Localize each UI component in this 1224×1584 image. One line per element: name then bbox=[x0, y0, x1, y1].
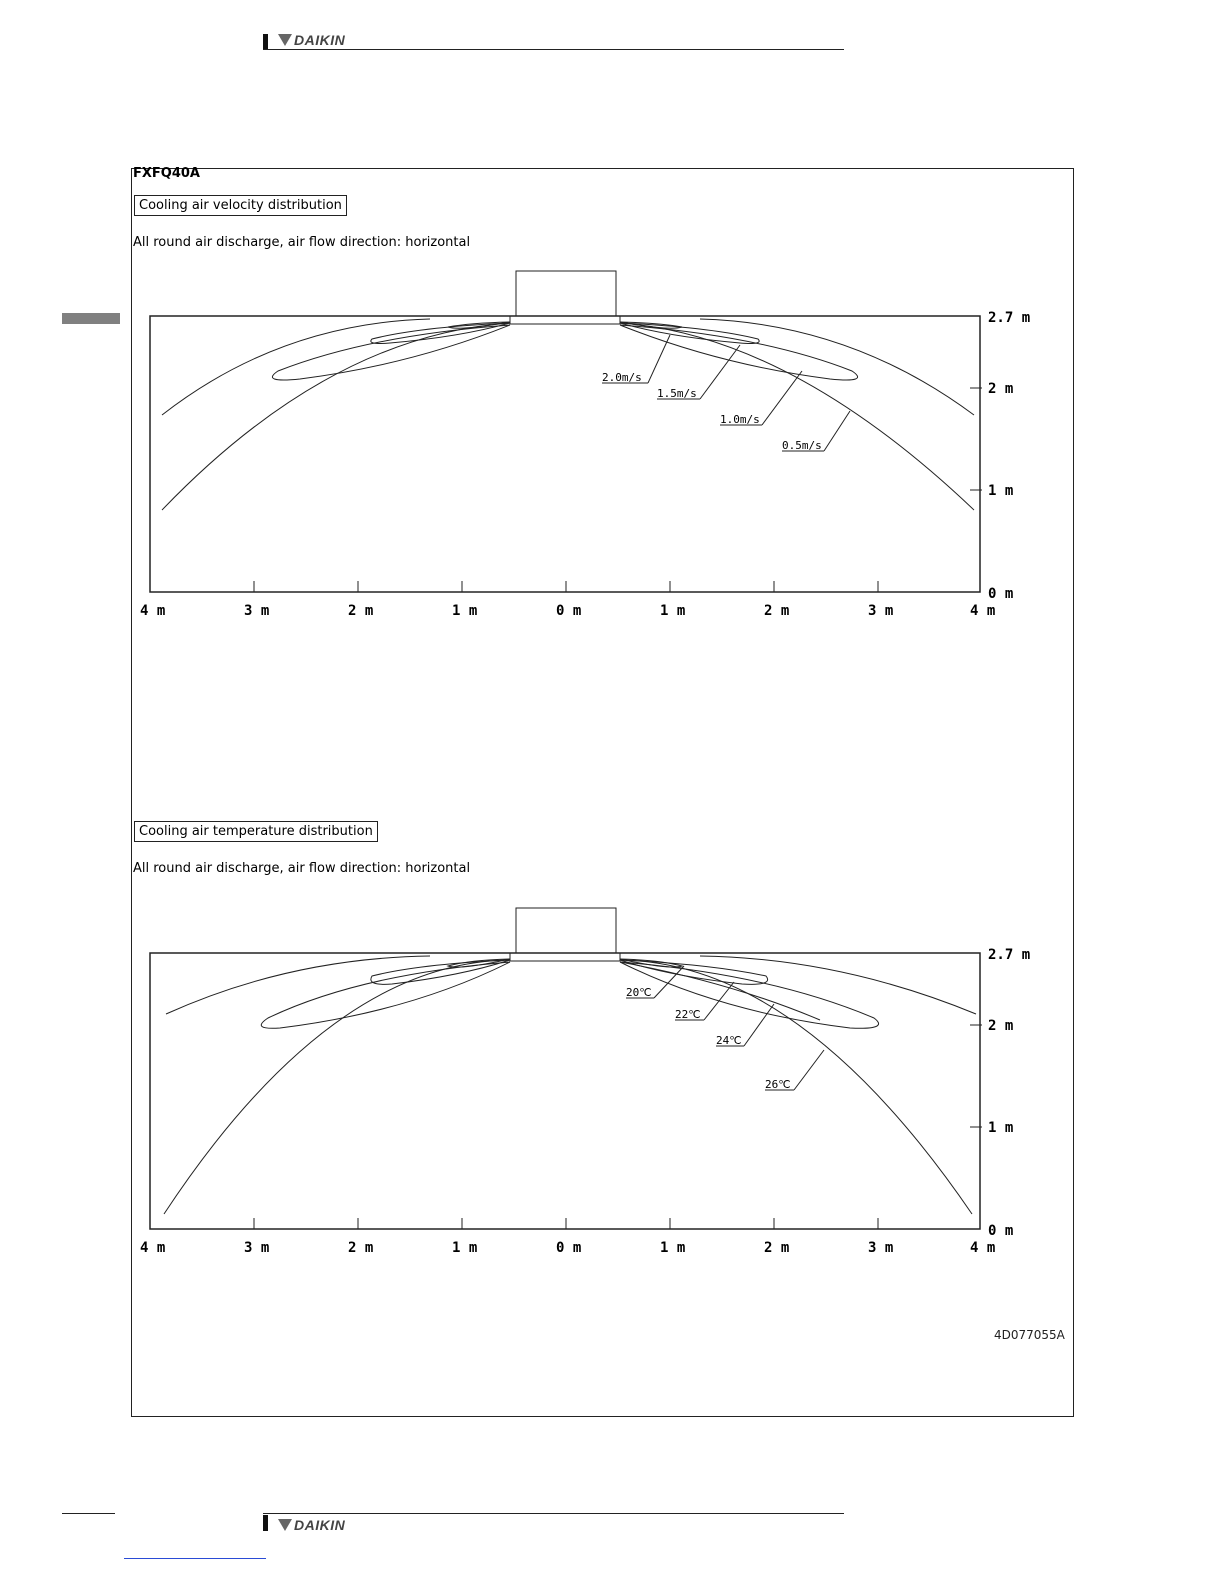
velocity-contours bbox=[162, 319, 974, 510]
temperature-section-title: Cooling air temperature distribution bbox=[134, 821, 378, 842]
y-label-2.7: 2.7 m bbox=[988, 310, 1031, 326]
header-rule bbox=[263, 49, 844, 50]
contour-outer-right bbox=[700, 956, 976, 1014]
x-ticks bbox=[254, 581, 878, 592]
temperature-leaders bbox=[626, 966, 824, 1090]
velocity-label-1.0: 1.0m/s bbox=[720, 413, 760, 426]
velocity-section-title: Cooling air velocity distribution bbox=[134, 195, 347, 216]
room-outline bbox=[150, 953, 980, 1229]
section-tab-marker bbox=[62, 313, 120, 324]
x-label: 2 m bbox=[764, 1240, 790, 1256]
x-label: 0 m bbox=[556, 603, 582, 619]
x-label: 1 m bbox=[660, 603, 686, 619]
x-label: 2 m bbox=[348, 603, 374, 619]
velocity-distribution-diagram bbox=[130, 265, 1050, 625]
x-label: 0 m bbox=[556, 1240, 582, 1256]
x-label: 4 m bbox=[970, 1240, 996, 1256]
y-label-0: 0 m bbox=[988, 1223, 1014, 1239]
footer-bar-mark bbox=[263, 1515, 268, 1531]
x-label: 4 m bbox=[140, 603, 166, 619]
contour-1.0-right bbox=[620, 325, 858, 380]
temperature-label-26: 26℃ bbox=[765, 1078, 791, 1091]
y-label-1: 1 m bbox=[988, 483, 1014, 499]
x-label: 3 m bbox=[244, 1240, 270, 1256]
header-logo bbox=[278, 32, 345, 48]
x-label: 1 m bbox=[452, 1240, 478, 1256]
x-label: 1 m bbox=[660, 1240, 686, 1256]
temperature-label-24: 24℃ bbox=[716, 1034, 742, 1047]
x-label: 4 m bbox=[140, 1240, 166, 1256]
x-label: 3 m bbox=[868, 1240, 894, 1256]
contour-0.5-right bbox=[620, 323, 974, 510]
velocity-section-subtitle: All round air discharge, air flow direction: horizontal bbox=[133, 235, 471, 250]
room-outline bbox=[150, 316, 980, 592]
ceiling-unit-panel bbox=[510, 953, 620, 961]
footer-logo bbox=[278, 1517, 345, 1533]
daikin-logo-icon bbox=[278, 1519, 292, 1531]
model-name: FXFQ40A bbox=[133, 166, 200, 181]
y-label-2.7: 2.7 m bbox=[988, 947, 1031, 963]
ceiling-unit-body bbox=[516, 908, 616, 953]
velocity-label-2.0: 2.0m/s bbox=[602, 371, 642, 384]
velocity-leaders bbox=[602, 335, 850, 451]
ceiling-unit-panel bbox=[510, 316, 620, 324]
velocity-label-0.5: 0.5m/s bbox=[782, 439, 822, 452]
footer-link-underline[interactable] bbox=[124, 1558, 266, 1559]
footer-brand-text: DAIKIN bbox=[294, 1517, 346, 1533]
daikin-logo-icon bbox=[278, 34, 292, 46]
temperature-label-22: 22℃ bbox=[675, 1008, 701, 1021]
header-bar-mark bbox=[263, 34, 268, 50]
footer-rule bbox=[263, 1513, 844, 1514]
ceiling-unit-body bbox=[516, 271, 616, 316]
x-label: 3 m bbox=[868, 603, 894, 619]
x-label: 2 m bbox=[348, 1240, 374, 1256]
y-label-1: 1 m bbox=[988, 1120, 1014, 1136]
x-label: 2 m bbox=[764, 603, 790, 619]
x-label: 4 m bbox=[970, 603, 996, 619]
document-number: 4D077055A bbox=[994, 1328, 1065, 1342]
footer-left-rule bbox=[62, 1513, 115, 1514]
contour-0.5-left bbox=[162, 323, 510, 510]
x-label: 3 m bbox=[244, 603, 270, 619]
header-brand-text: DAIKIN bbox=[294, 32, 346, 48]
y-label-2: 2 m bbox=[988, 1018, 1014, 1034]
x-label: 1 m bbox=[452, 603, 478, 619]
temperature-section-subtitle: All round air discharge, air flow direction: horizontal bbox=[133, 861, 471, 876]
contour-24-left bbox=[261, 962, 510, 1028]
y-label-0: 0 m bbox=[988, 586, 1014, 602]
y-label-2: 2 m bbox=[988, 381, 1014, 397]
contour-26-left bbox=[164, 960, 510, 1214]
contour-1.0-left bbox=[272, 325, 510, 380]
velocity-label-1.5: 1.5m/s bbox=[657, 387, 697, 400]
temperature-contours bbox=[164, 956, 976, 1214]
temperature-label-20: 20℃ bbox=[626, 986, 652, 999]
contour-outer-left bbox=[162, 319, 430, 415]
x-ticks bbox=[254, 1218, 878, 1229]
temperature-distribution-diagram bbox=[130, 902, 1050, 1262]
